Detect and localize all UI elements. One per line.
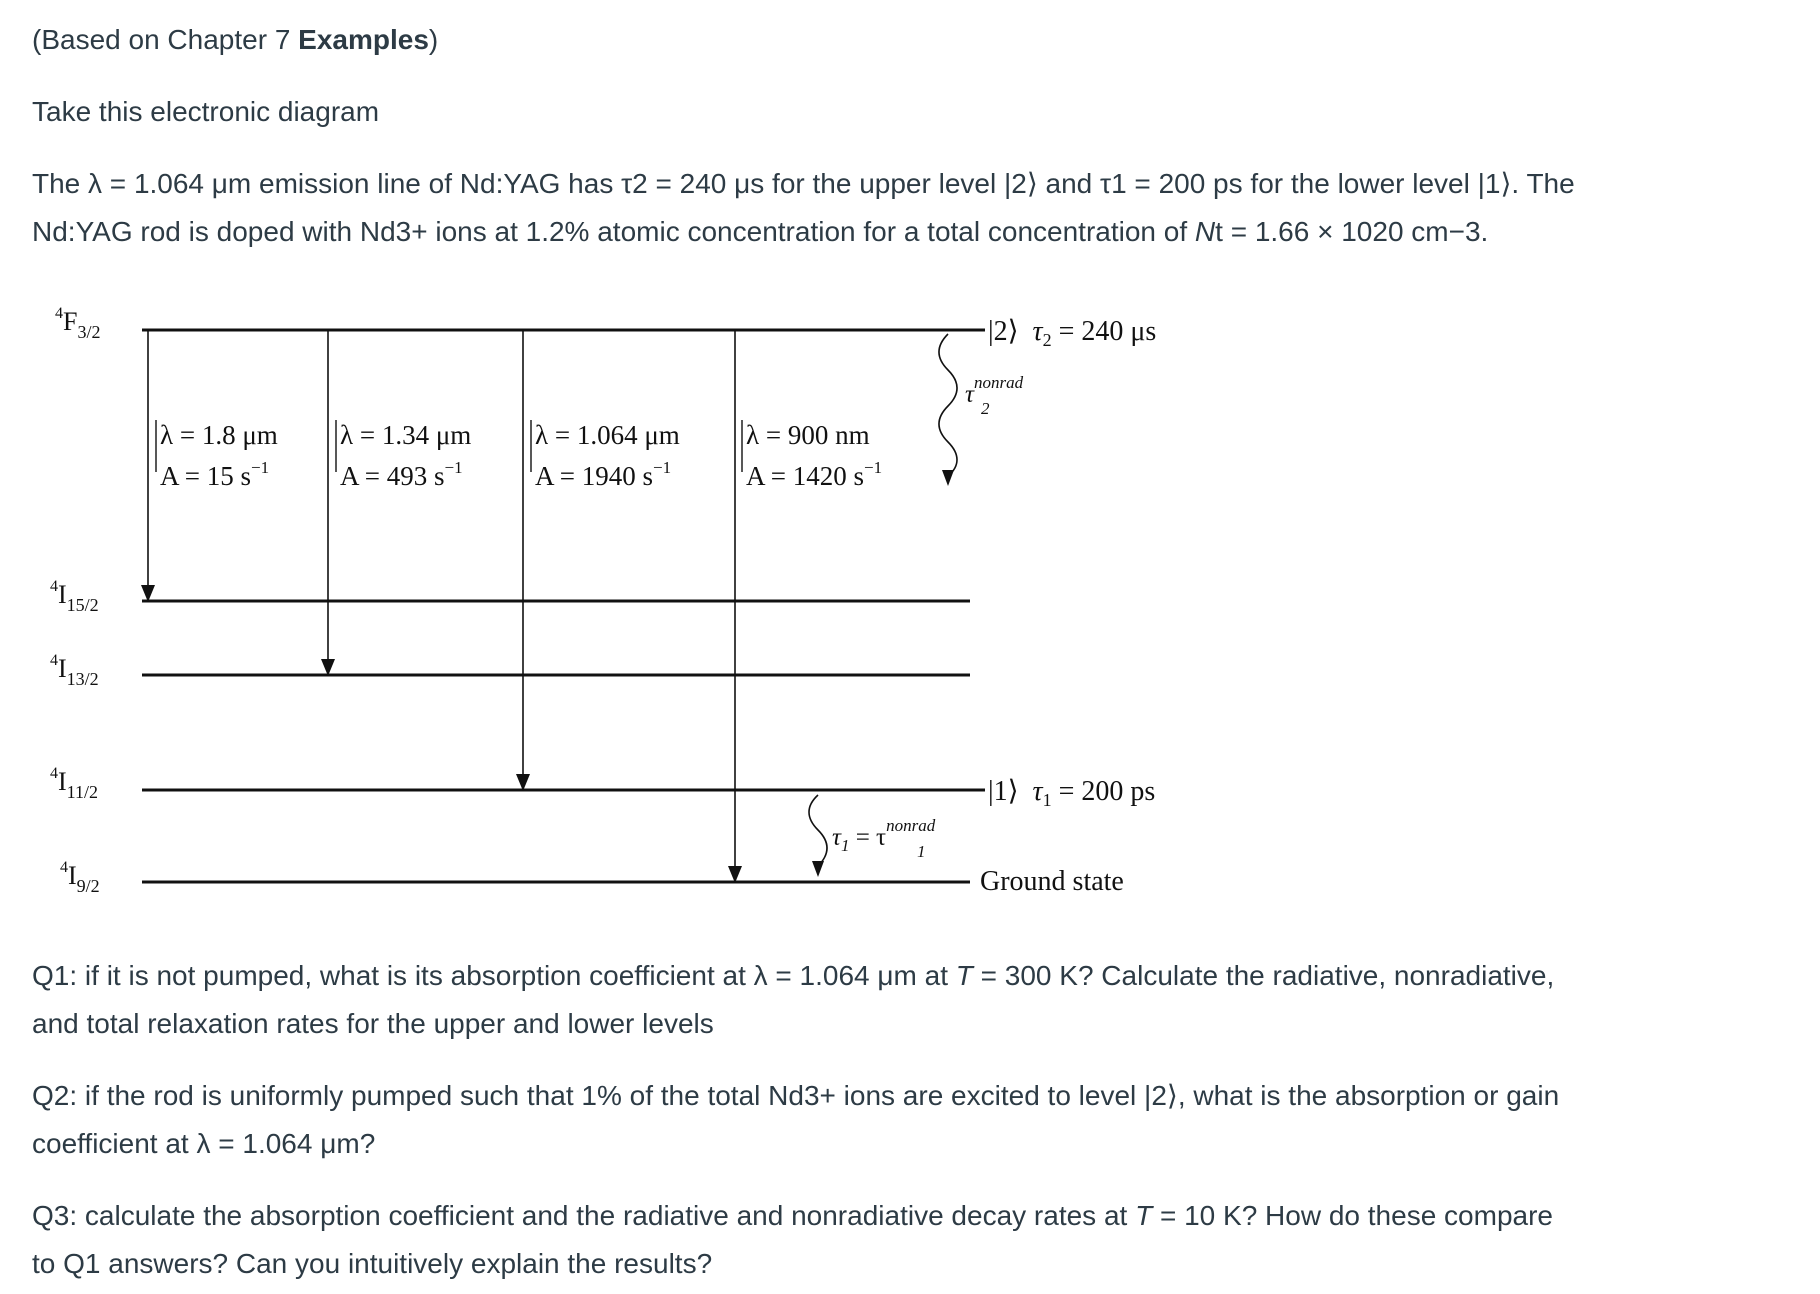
a-coefficient-label-3: A = 1940 $s^{-1}$ <box>535 458 672 491</box>
nonradiative-arrowhead-upper <box>942 470 954 486</box>
lower-level-label: |1⟩ $\tau_1 = 200$ ps <box>988 776 1156 810</box>
description-line-1: The λ = 1.064 μm emission line of Nd:YAG has τ2 = 240 μs for the upper level |2⟩ and τ1 = 200 ps for the lower level |1⟩. The <box>32 168 1575 199</box>
level-label-4i152: $^4I_{15/2}$ <box>50 578 99 615</box>
chapter-reference: (Based on Chapter 7 Examples) <box>32 24 439 55</box>
description-line-2: Nd:YAG rod is doped with Nd3+ ions at 1.2% atomic concentration for a total concentration of Nt = 1.66 × 1020 cm−3. <box>32 216 1489 247</box>
a-coefficient-label-4: A = 1420 $s^{-1}$ <box>746 458 883 491</box>
wavelength-label-2: λ = 1.34 μm <box>340 420 472 450</box>
question-1-line-2: and total relaxation rates for the upper and lower levels <box>32 1008 714 1039</box>
wavelength-label-4: λ = 900 nm <box>746 420 870 450</box>
examples-bold: Examples <box>298 24 429 55</box>
level-label-4i132: $^4I_{13/2}$ <box>50 652 99 689</box>
arrowhead-1340nm <box>321 659 335 676</box>
intro-text: Take this electronic diagram <box>32 96 380 127</box>
level-label-4f32: $^4F_{3/2}$ <box>55 305 101 342</box>
nonradiative-decay-upper <box>939 334 957 476</box>
question-3-line-2: to Q1 answers? Can you intuitively explain the results? <box>32 1248 713 1279</box>
tau2-nonrad-label: $\tau^{nonrad}$ 2 <box>965 373 1024 418</box>
nonradiative-arrowhead-lower <box>812 861 824 877</box>
wavelength-label-3: λ = 1.064 μm <box>535 420 680 450</box>
ground-state-label: Ground state <box>980 866 1124 897</box>
arrowhead-900nm <box>728 866 742 883</box>
tau1-nonrad-label: $\tau_1 = \tau^{nonrad}$ 1 <box>832 816 936 861</box>
nonradiative-decay-lower <box>809 795 827 866</box>
upper-level-label: |2⟩ $\tau_2 = 240$ μs <box>988 316 1157 350</box>
arrowhead-1064nm <box>516 774 530 791</box>
level-label-4i92: $^4I_{9/2}$ <box>60 859 100 896</box>
wavelength-label-1: λ = 1.8 μm <box>160 420 278 450</box>
question-3-line-1: Q3: calculate the absorption coefficient and the radiative and nonradiative decay rates at T = 10 K? How do these compare <box>32 1200 1553 1231</box>
question-2-line-1: Q2: if the rod is uniformly pumped such that 1% of the total Nd3+ ions are excited to level |2⟩, what is the absorption or gain <box>32 1080 1560 1111</box>
a-coefficient-label-1: A = 15 $s^{-1}$ <box>160 458 270 491</box>
arrowhead-1800nm <box>141 585 155 602</box>
question-2-line-2: coefficient at λ = 1.064 μm? <box>32 1128 376 1159</box>
question-1-line-1: Q1: if it is not pumped, what is its absorption coefficient at λ = 1.064 μm at T = 300 K? Calculate the radiative, nonradiative, <box>32 960 1555 991</box>
a-coefficient-label-2: A = 493 $s^{-1}$ <box>340 458 463 491</box>
level-label-4i112: $^4I_{11/2}$ <box>50 765 99 802</box>
energy-level-diagram <box>30 290 1210 910</box>
